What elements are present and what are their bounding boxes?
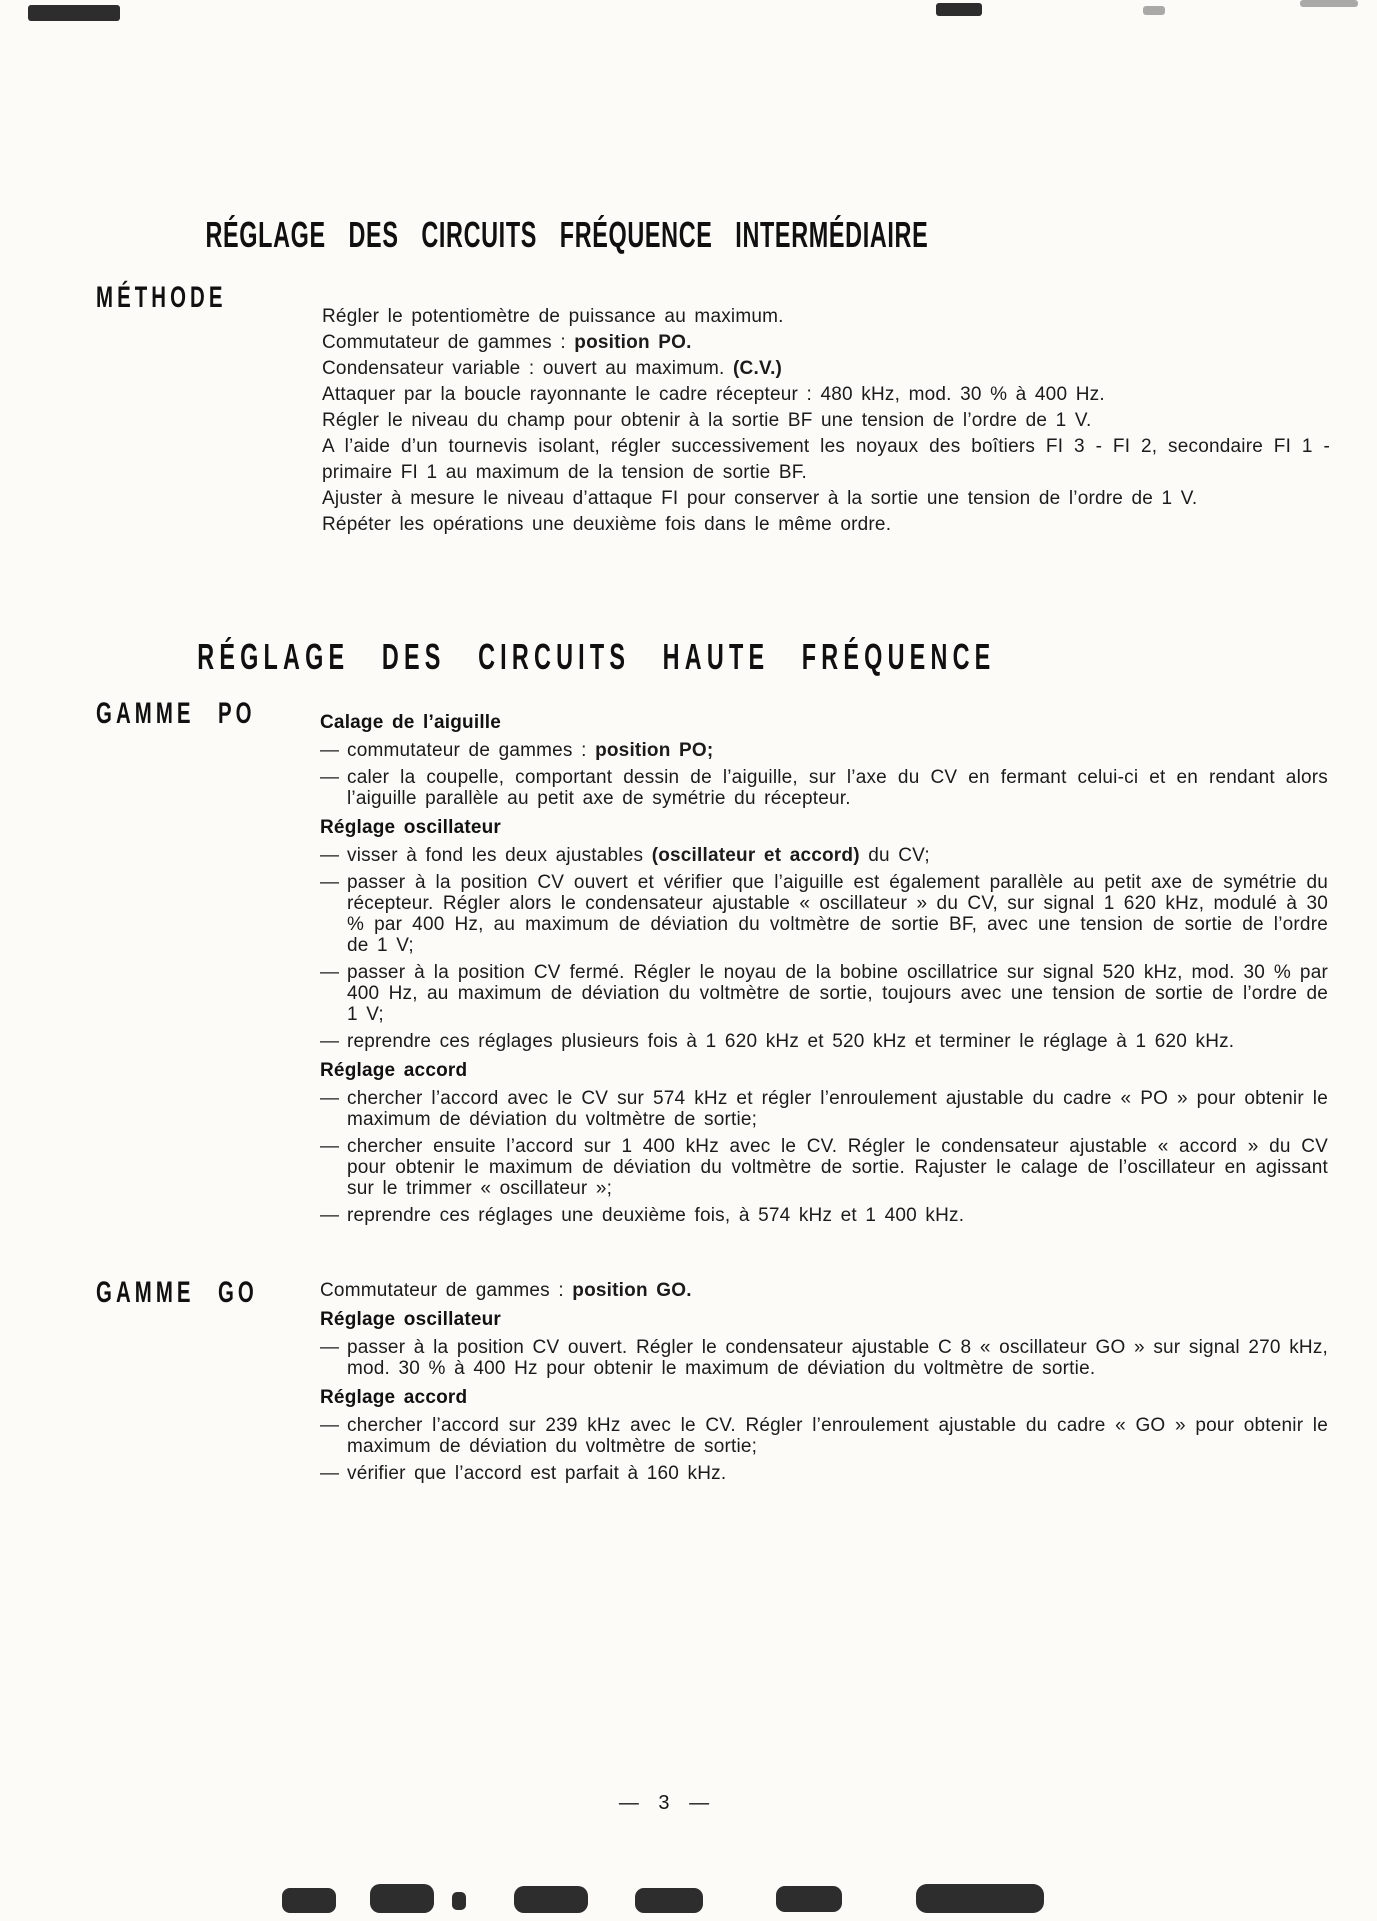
bullet-dash-icon: — [320,845,340,866]
bullet-item [320,872,1328,956]
scan-mark [635,1888,703,1913]
paragraph: Ajuster à mesure le niveau d’attaque FI pour conserver à la sortie une tension de l’ordre de 1 V. [322,488,1198,509]
bullet-item [320,740,1328,761]
gamme-go-content [320,1280,1328,1490]
bullet-item [320,767,1328,809]
bullet-item [320,1205,1328,1226]
side-label-methode: MÉTHODE [96,281,227,314]
bullet-dash-icon: — [320,962,340,983]
paragraph: Attaquer par la boucle rayonnante le cadre récepteur : 480 kHz, mod. 30 % à 400 Hz. [322,384,1105,405]
bullet-text: vérifier que l’accord est parfait à 160 kHz. [347,1463,727,1484]
paragraph: Commutateur de gammes : position PO. [322,332,692,353]
bullet-text: commutateur de gammes : position PO; [347,740,714,761]
section-title-frequence-intermediaire: RÉGLAGE DES CIRCUITS FRÉQUENCE INTERMÉDIAIRE [205,214,929,255]
bullet-dash-icon: — [320,1205,340,1226]
bullet-item [320,1337,1328,1379]
bullet-dash-icon: — [320,1337,340,1358]
bullet-text: passer à la position CV ouvert et vérifier que l’aiguille est également parallèle au petit axe de symétrie du récepteur. Régler alors le condensateur ajustable « oscillateur » du CV, sur signal 1 620 kHz, modulé à 30 % par 400 Hz, au maximum de déviation du voltmètre de sortie BF, avec une tension de sortie de l’ordre de 1 V; [347,872,1328,956]
subheading: Calage de l’aiguille [320,712,502,733]
bullet-dash-icon: — [320,1031,340,1052]
scan-mark [452,1892,466,1910]
bullet-dash-icon: — [320,767,340,788]
bullet-text: chercher l’accord avec le CV sur 574 kHz et régler l’enroulement ajustable du cadre « PO » pour obtenir le maximum de déviation du voltmètre de sortie; [347,1088,1328,1130]
bullet-item [320,1463,1328,1484]
subheading: Réglage accord [320,1060,468,1081]
paragraph: Condensateur variable : ouvert au maximum. (C.V.) [322,358,783,379]
page-number: — 3 — [618,1792,712,1814]
bullet-dash-icon: — [320,1463,340,1484]
bullet-text: chercher ensuite l’accord sur 1 400 kHz avec le CV. Régler le condensateur ajustable « accord » du CV pour obtenir le maximum de déviation du voltmètre de sortie. Rajuster le calage de l’oscillateur en agissant sur le trimmer « oscillateur »; [347,1136,1328,1199]
paragraph: Commutateur de gammes : position GO. [320,1280,692,1301]
section-title-haute-frequence: RÉGLAGE DES CIRCUITS HAUTE FRÉQUENCE [197,636,996,677]
subheading: Réglage oscillateur [320,817,502,838]
bullet-dash-icon: — [320,1136,340,1157]
paragraph: Répéter les opérations une deuxième fois dans le même ordre. [322,514,892,535]
bullet-dash-icon: — [320,1415,340,1436]
bullet-item [320,1136,1328,1199]
scan-mark [28,5,120,21]
gamme-po-content [320,712,1328,1232]
methode-content [322,304,1330,538]
scan-mark [370,1884,434,1913]
scan-mark [916,1884,1044,1913]
paragraph: Régler le niveau du champ pour obtenir à la sortie BF une tension de l’ordre de 1 V. [322,410,1092,431]
side-label-gamme-po: GAMME PO [96,697,256,730]
scan-mark [282,1888,336,1913]
bullet-text: chercher l’accord sur 239 kHz avec le CV. Régler l’enroulement ajustable du cadre « GO » pour obtenir le maximum de déviation du voltmètre de sortie; [347,1415,1328,1457]
bullet-item [320,962,1328,1025]
bullet-text: passer à la position CV fermé. Régler le noyau de la bobine oscillatrice sur signal 520 kHz, mod. 30 % par 400 Hz, au maximum de déviation du voltmètre de sortie, toujours avec une tension de sortie de l’ordre de 1 V; [347,962,1328,1025]
side-label-gamme-go: GAMME GO [96,1276,258,1309]
bullet-item [320,845,1328,866]
bullet-dash-icon: — [320,740,340,761]
bullet-text: reprendre ces réglages une deuxième fois, à 574 kHz et 1 400 kHz. [347,1205,965,1226]
scan-mark [514,1886,588,1913]
bullet-text: visser à fond les deux ajustables (oscillateur et accord) du CV; [347,845,930,866]
bullet-item [320,1088,1328,1130]
bullet-text: reprendre ces réglages plusieurs fois à 1 620 kHz et 520 kHz et terminer le réglage à 1 620 kHz. [347,1031,1235,1052]
bullet-item [320,1031,1328,1052]
bullet-item [320,1415,1328,1457]
subheading: Réglage accord [320,1387,468,1408]
scan-mark [776,1886,842,1912]
bullet-dash-icon: — [320,1088,340,1109]
subheading: Réglage oscillateur [320,1309,502,1330]
paragraph: Régler le potentiomètre de puissance au maximum. [322,306,784,327]
bullet-text: passer à la position CV ouvert. Régler le condensateur ajustable C 8 « oscillateur GO » sur signal 270 kHz, mod. 30 % à 400 Hz pour obtenir le maximum de déviation du voltmètre de sortie. [347,1337,1328,1379]
bullet-text: caler la coupelle, comportant dessin de l’aiguille, sur l’axe du CV en fermant celui-ci et en rendant alors l’aiguille parallèle au petit axe de symétrie du récepteur. [347,767,1328,809]
scan-mark [1143,6,1165,15]
scan-mark [936,3,982,16]
paragraph: A l’aide d’un tournevis isolant, régler successivement les noyaux des boîtiers FI 3 - FI 2, secondaire FI 1 - primaire FI 1 au maximum de la tension de sortie BF. [322,436,1330,483]
bullet-dash-icon: — [320,872,340,893]
scan-mark [1300,0,1358,7]
